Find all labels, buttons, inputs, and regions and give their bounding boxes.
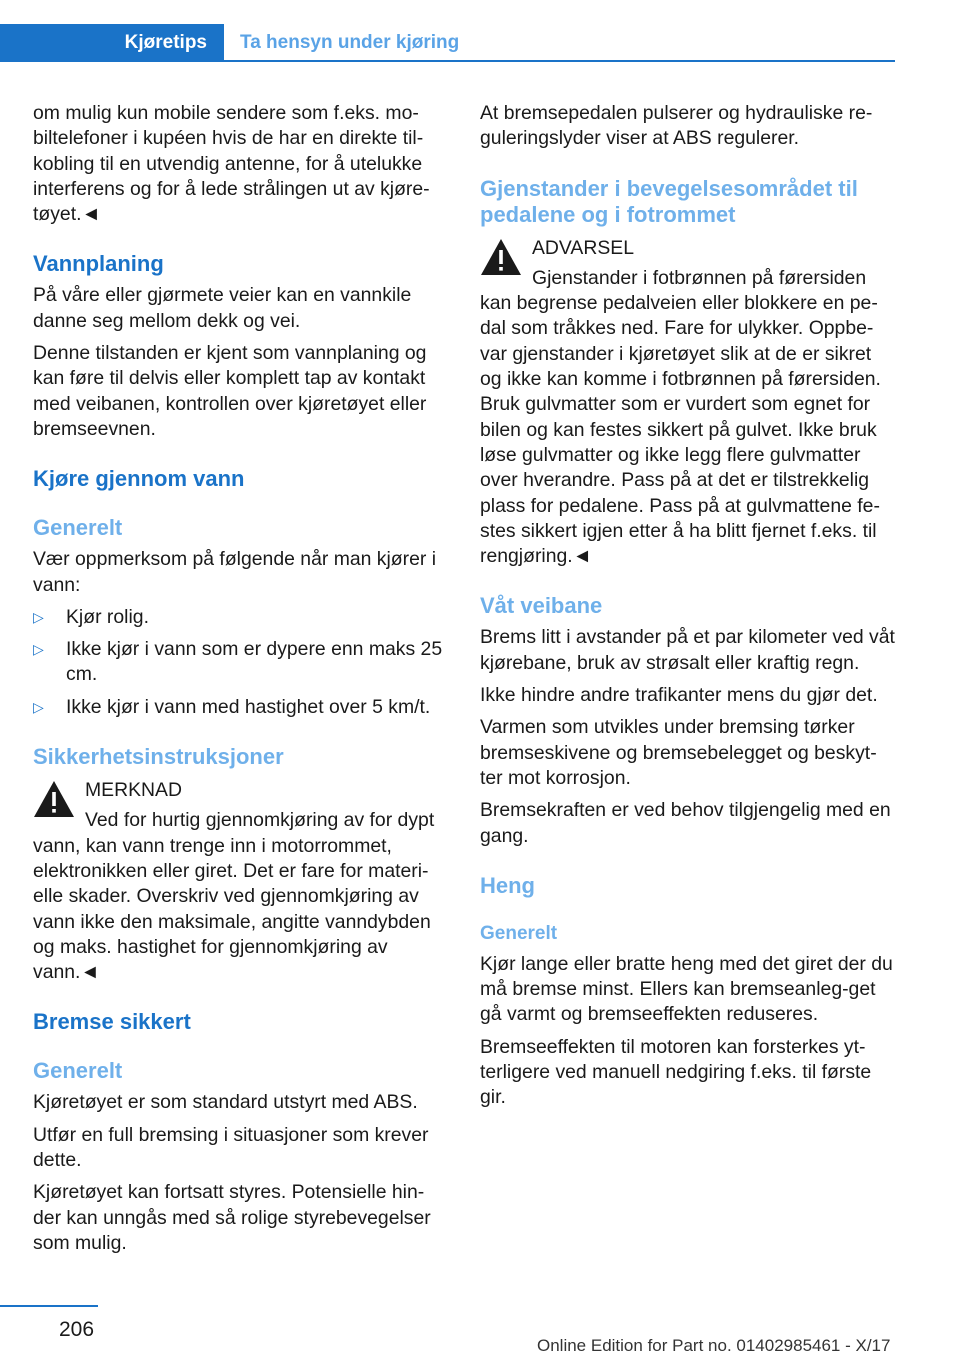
list-item: ▷ Kjør rolig. xyxy=(33,605,449,630)
paragraph: Denne tilstanden er kjent som vannplaning og kan føre til delvis eller komplett tap av kontakt med veibanen, kontrollen over kjøretøyet eller bremseevnen. xyxy=(33,342,427,440)
triangle-right-icon: ▷ xyxy=(33,698,44,715)
paragraph: Brems litt i avstander på et par kilometer ved våt kjørebane, bruk av strøsalt eller kraftig regn. xyxy=(480,626,895,674)
paragraph: Vær oppmerksom på følgende når man kjører i vann: xyxy=(33,548,437,596)
intro-paragraph: om mulig kun mobile sendere som f.eks. mo-biltelefoner i kupéen hvis de har en direkte til-kobling til en utvendig antenne, for å utelukke interferens og for å lede strålingen ut av kjøre-tøyet.◄ xyxy=(33,102,430,226)
heading-generelt: Generelt xyxy=(480,922,558,944)
warning-triangle-icon xyxy=(33,780,75,818)
chapter-tab[interactable]: Kjøretips xyxy=(0,24,224,62)
heading-generelt: Generelt xyxy=(33,1058,123,1084)
triangle-right-icon: ▷ xyxy=(33,608,44,625)
notice-text: Ved for hurtig gjennomkjøring av for dypt vann, kan vann trenge inn i motorrommet, elektronikken eller giret. Det er fare for materi-elle skader. Overskriv ved gjennomkjøring av vann ikke den maksimale, angitte vanndybden og maks. hastighet for gjennomkjøring av vann.◄ xyxy=(33,809,435,984)
paragraph: At bremsepedalen pulserer og hydrauliske re-guleringslyder viser at ABS regulerer. xyxy=(480,102,873,150)
heading-sikkerhetsinstruksjoner: Sikkerhetsinstruksjoner xyxy=(33,744,284,770)
paragraph: Ikke hindre andre trafikanter mens du gjør det. xyxy=(480,684,878,707)
warning-triangle-icon xyxy=(480,238,522,276)
heading-vat-veibane: Våt veibane xyxy=(480,593,603,619)
page-number: 206 xyxy=(59,1318,95,1341)
bullet-list xyxy=(33,605,449,720)
paragraph: Kjør lange eller bratte heng med det giret der du må bremse minst. Ellers kan bremseanleg-get gå varmt og bremseeffekten reduseres. xyxy=(480,952,893,1026)
notice-box xyxy=(33,778,449,985)
header-rule xyxy=(224,60,895,62)
heading-kjore-gjennom-vann: Kjøre gjennom vann xyxy=(33,466,245,492)
warning-label: ADVARSEL xyxy=(532,236,635,259)
page-header xyxy=(0,24,895,62)
paragraph: Kjøretøyet er som standard utstyrt med ABS. xyxy=(33,1091,418,1114)
left-column xyxy=(33,101,449,1263)
triangle-right-icon: ▷ xyxy=(33,641,44,658)
paragraph: På våre eller gjørmete veier kan en vannkile danne seg mellom dekk og vei. xyxy=(33,284,412,332)
warning-box xyxy=(480,236,896,570)
paragraph: Bremseeffekten til motoren kan forsterkes yt-terligere ved manuell nedgiring f.eks. til første gir. xyxy=(480,1035,872,1109)
heading-bremse-sikkert: Bremse sikkert xyxy=(33,1009,191,1035)
list-item: ▷ Ikke kjør i vann med hastighet over 5 km/t. xyxy=(33,695,449,720)
edition-note: Online Edition for Part no. 01402985461 - X/17 xyxy=(537,1336,891,1355)
list-item: ▷ Ikke kjør i vann som er dypere enn maks 25 cm. xyxy=(33,638,443,686)
paragraph: Bremsekraften er ved behov tilgjengelig med en gang. xyxy=(480,799,891,847)
heading-gjenstander: Gjenstander i bevegelsesområdet til pedalene og i fotrommet xyxy=(480,175,858,227)
footer-rule xyxy=(0,1305,98,1307)
warning-text: Gjenstander i fotbrønnen på førersiden kan begrense pedalveien eller blokkere en pe-dal som tråkkes ned. Fare for ulykker. Oppbe-var gjenstander i kjøretøyet slik at de er sikret og ikke kan komme i fotbrønnen på førersiden. Bruk gulvmatter som er vurdert som egnet for bilen og kan festes sikkert på gulvet. Ikke bruk løse gulvmatter og ikke legg flere gulvmatter over hverandre. Pass på at det er tilstrekkelig plass for pedalene. Pass på at gulvmattene fe-stes sikkert igjen etter å ha blitt fjernet f.eks. til rengjøring.◄ xyxy=(480,266,881,568)
notice-label: MERKNAD xyxy=(85,779,182,802)
right-column xyxy=(480,101,896,1118)
paragraph: Kjøretøyet kan fortsatt styres. Potensielle hin-der kan unngås med så rolige styrebevegelser som mulig. xyxy=(33,1181,431,1254)
heading-vannplaning: Vannplaning xyxy=(33,251,164,277)
heading-heng: Heng xyxy=(480,872,535,898)
heading-generelt: Generelt xyxy=(33,515,123,541)
paragraph: Utfør en full bremsing i situasjoner som krever dette. xyxy=(33,1123,429,1172)
paragraph: Varmen som utvikles under bremsing tørker bremseskivene og bremsebelegget og beskyt-ter mot korrosjon. xyxy=(480,716,877,789)
section-tab[interactable]: Ta hensyn under kjøring xyxy=(240,32,460,53)
